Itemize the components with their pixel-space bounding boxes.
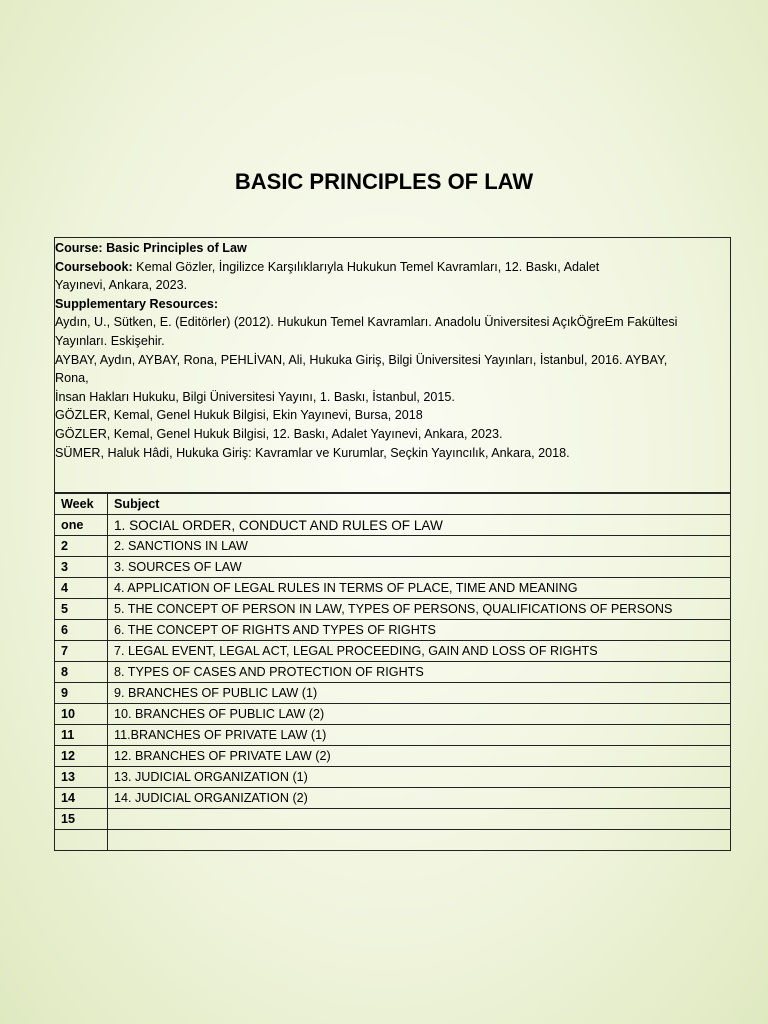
week-cell: 15: [55, 809, 108, 830]
coursebook-line: [55, 258, 730, 277]
subject-cell: [108, 809, 731, 830]
subject-cell: 3. SOURCES OF LAW: [108, 557, 731, 578]
week-cell: 11: [55, 725, 108, 746]
resource-line: Rona,: [55, 371, 89, 386]
subject-cell: 1. SOCIAL ORDER, CONDUCT AND RULES OF LAW: [108, 515, 731, 536]
resource-line: İnsan Hakları Hukuku, Bilgi Üniversitesi Yayını, 1. Baskı, İstanbul, 2015.: [55, 389, 455, 404]
resource-line: GÖZLER, Kemal, Genel Hukuk Bilgisi, Ekin Yayınevi, Bursa, 2018: [55, 408, 423, 423]
week-cell: [55, 830, 108, 851]
subject-cell: 10. BRANCHES OF PUBLIC LAW (2): [108, 704, 731, 725]
subject-cell: 6. THE CONCEPT OF RIGHTS AND TYPES OF RIGHTS: [108, 620, 731, 641]
week-cell: 2: [55, 536, 108, 557]
table-row: [55, 578, 731, 599]
table-row: [55, 557, 731, 578]
subject-cell: [108, 830, 731, 851]
table-row: [55, 788, 731, 809]
subject-cell: 13. JUDICIAL ORGANIZATION (1): [108, 767, 731, 788]
week-cell: 7: [55, 641, 108, 662]
week-header: Week: [55, 494, 108, 515]
table-row: [55, 830, 731, 851]
week-cell: 9: [55, 683, 108, 704]
table-row: [55, 641, 731, 662]
table-row: [55, 767, 731, 788]
table-header-row: [55, 494, 731, 515]
week-cell: 13: [55, 767, 108, 788]
resource-line: Yayınları. Eskişehir.: [55, 333, 165, 348]
subject-cell: 7. LEGAL EVENT, LEGAL ACT, LEGAL PROCEEDING, GAIN AND LOSS OF RIGHTS: [108, 641, 731, 662]
week-cell: 6: [55, 620, 108, 641]
subject-cell: 12. BRANCHES OF PRIVATE LAW (2): [108, 746, 731, 767]
table-row: [55, 704, 731, 725]
week-cell: 14: [55, 788, 108, 809]
week-cell: 10: [55, 704, 108, 725]
table-row: [55, 809, 731, 830]
subject-cell: 8. TYPES OF CASES AND PROTECTION OF RIGHTS: [108, 662, 731, 683]
page-title: BASIC PRINCIPLES OF LAW: [234, 169, 534, 194]
course-info-box: [54, 237, 731, 493]
coursebook-label: Coursebook:: [55, 259, 133, 274]
subject-cell: 2. SANCTIONS IN LAW: [108, 536, 731, 557]
subject-header: Subject: [108, 494, 731, 515]
week-cell: 3: [55, 557, 108, 578]
table-row: [55, 683, 731, 704]
coursebook-text: Kemal Gözler, İngilizce Karşılıklarıyla Hukukun Temel Kavramları, 12. Baskı, Adalet: [132, 259, 600, 274]
table-row: [55, 746, 731, 767]
week-cell: 8: [55, 662, 108, 683]
week-cell: 4: [55, 578, 108, 599]
week-cell: 12: [55, 746, 108, 767]
week-cell: 5: [55, 599, 108, 620]
resource-line: AYBAY, Aydın, AYBAY, Rona, PEHLİVAN, Ali, Hukuka Giriş, Bilgi Üniversitesi Yayınları, İstanbul, 2016. AYBAY,: [55, 352, 668, 367]
weekly-schedule-table: [54, 493, 731, 851]
table-row: [55, 725, 731, 746]
table-row: [55, 620, 731, 641]
subject-cell: 11.BRANCHES OF PRIVATE LAW (1): [108, 725, 731, 746]
subject-cell: 5. THE CONCEPT OF PERSON IN LAW, TYPES OF PERSONS, QUALIFICATIONS OF PERSONS: [108, 599, 731, 620]
course-label: Course: Basic Principles of Law: [55, 241, 247, 255]
table-row: [55, 662, 731, 683]
subject-cell: 9. BRANCHES OF PUBLIC LAW (1): [108, 683, 731, 704]
week-cell: one: [55, 515, 108, 536]
coursebook-text-cont: Yayınevi, Ankara, 2023.: [55, 278, 188, 293]
resource-line: GÖZLER, Kemal, Genel Hukuk Bilgisi, 12. Baskı, Adalet Yayınevi, Ankara, 2023.: [55, 426, 503, 441]
resource-line: SÜMER, Haluk Hâdi, Hukuka Giriş: Kavramlar ve Kurumlar, Seçkin Yayıncılık, Ankara, 2018.: [55, 445, 570, 460]
subject-cell: 4. APPLICATION OF LEGAL RULES IN TERMS OF PLACE, TIME AND MEANING: [108, 578, 731, 599]
table-row: [55, 515, 731, 536]
table-row: [55, 536, 731, 557]
subject-cell: 14. JUDICIAL ORGANIZATION (2): [108, 788, 731, 809]
resource-line: Aydın, U., Sütken, E. (Editörler) (2012). Hukukun Temel Kavramları. Anadolu Üniversitesi AçıkÖğreEm Fakültesi: [55, 315, 678, 330]
supplementary-label: Supplementary Resources:: [55, 296, 219, 311]
table-row: [55, 599, 731, 620]
